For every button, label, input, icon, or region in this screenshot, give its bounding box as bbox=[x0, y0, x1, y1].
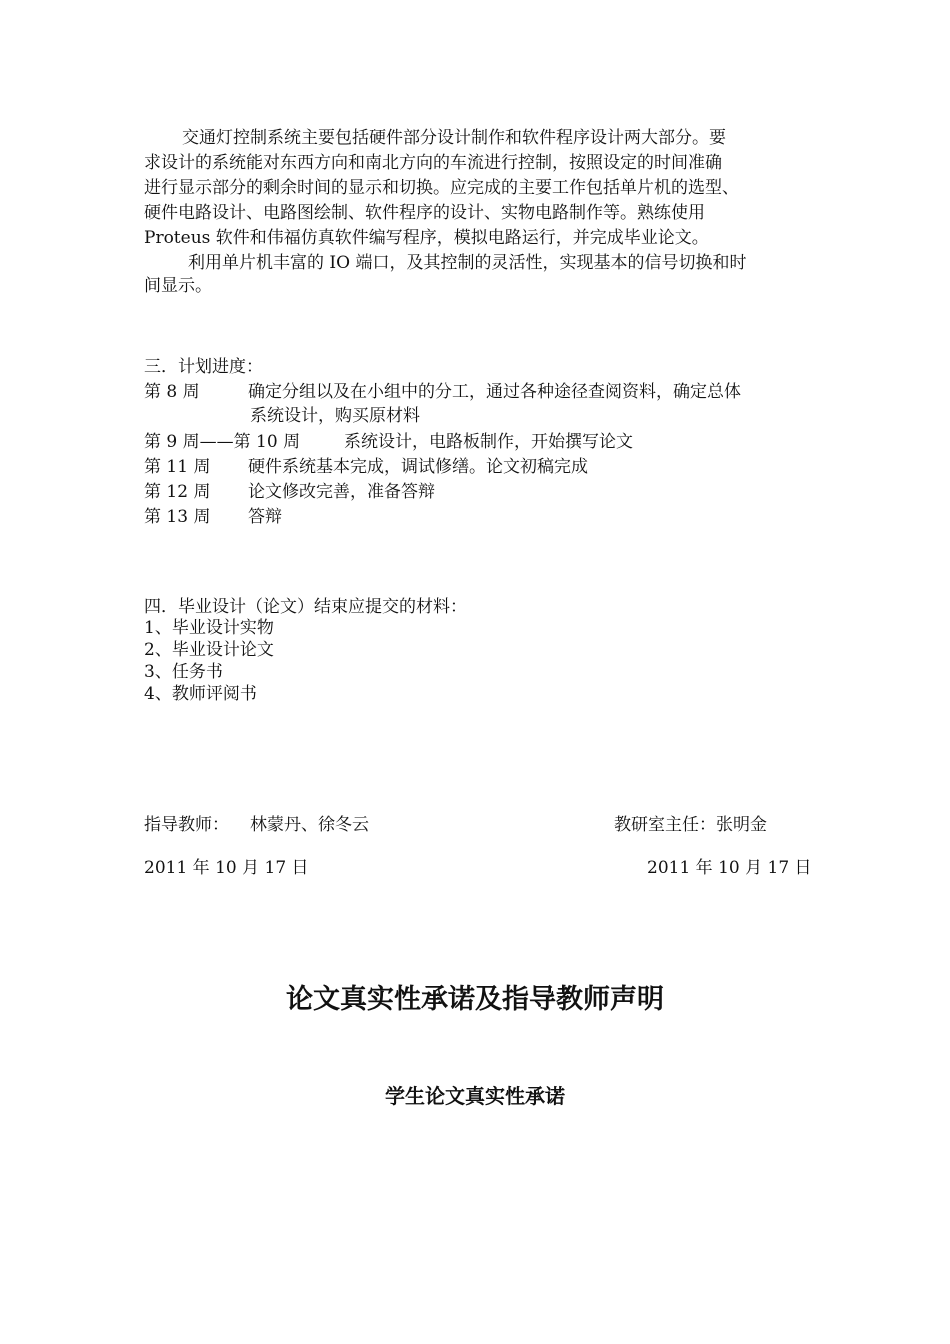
material-item: 4、教师评阅书 bbox=[144, 684, 257, 704]
material-item: 3、任务书 bbox=[144, 662, 223, 682]
declaration-title: 论文真实性承诺及指导教师声明 bbox=[286, 984, 664, 1015]
intro-line: Proteus 软件和伟福仿真软件编写程序，模拟电路运行，并完成毕业论文。 bbox=[144, 228, 709, 248]
intro-line: 进行显示部分的剩余时间的显示和切换。应完成的主要工作包括单片机的选型、 bbox=[144, 178, 739, 198]
schedule-week: 第 9 周——第 10 周 bbox=[144, 432, 301, 452]
schedule-task: 答辩 bbox=[248, 507, 282, 527]
director-signature: 教研室主任：张明金 bbox=[614, 815, 767, 835]
schedule-week: 第 12 周 bbox=[144, 482, 211, 502]
schedule-week: 第 13 周 bbox=[144, 507, 211, 527]
schedule-task: 硬件系统基本完成，调试修缮。论文初稿完成 bbox=[248, 457, 588, 477]
intro-line: 间显示。 bbox=[144, 276, 212, 296]
intro-line: 利用单片机丰富的 IO 端口，及其控制的灵活性，实现基本的信号切换和时 bbox=[188, 253, 747, 273]
declaration-subtitle: 学生论文真实性承诺 bbox=[385, 1084, 565, 1108]
advisor-label: 指导教师： bbox=[144, 815, 229, 835]
schedule-heading: 三．计划进度： bbox=[144, 357, 263, 377]
material-item: 1、毕业设计实物 bbox=[144, 618, 274, 638]
schedule-task: 论文修改完善，准备答辩 bbox=[248, 482, 435, 502]
intro-line: 硬件电路设计、电路图绘制、软件程序的设计、实物电路制作等。熟练使用 bbox=[144, 203, 705, 223]
material-item: 2、毕业设计论文 bbox=[144, 640, 274, 660]
schedule-task: 系统设计，购买原材料 bbox=[250, 406, 420, 426]
advisor-names: 林蒙丹、徐冬云 bbox=[250, 815, 369, 835]
date-left: 2011 年 10 月 17 日 bbox=[144, 858, 309, 878]
intro-line: 求设计的系统能对东西方向和南北方向的车流进行控制，按照设定的时间准确 bbox=[144, 153, 722, 173]
materials-heading: 四．毕业设计（论文）结束应提交的材料： bbox=[144, 597, 467, 617]
schedule-task: 系统设计，电路板制作，开始撰写论文 bbox=[344, 432, 633, 452]
schedule-week: 第 8 周 bbox=[144, 382, 200, 402]
date-right: 2011 年 10 月 17 日 bbox=[647, 858, 812, 878]
schedule-task: 确定分组以及在小组中的分工，通过各种途径查阅资料，确定总体 bbox=[248, 382, 741, 402]
intro-line: 交通灯控制系统主要包括硬件部分设计制作和软件程序设计两大部分。要 bbox=[182, 128, 726, 148]
schedule-week: 第 11 周 bbox=[144, 457, 211, 477]
